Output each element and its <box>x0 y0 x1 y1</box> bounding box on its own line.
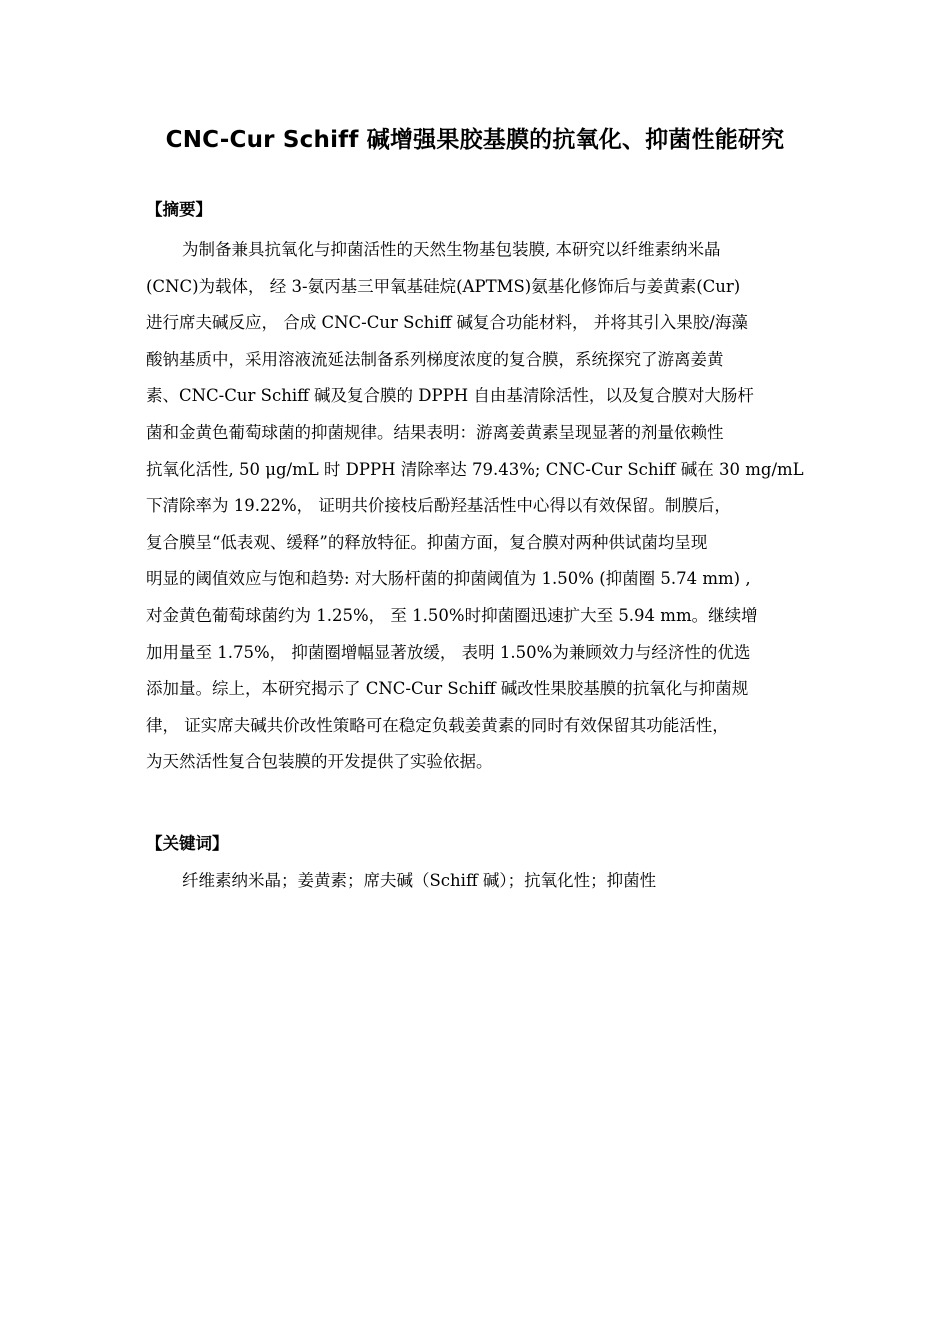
abstract-line: (CNC)为载体， 经 3-氨丙基三甲氧基硅烷(APTMS)氨基化修饰后与姜黄素(Cur) <box>146 276 741 296</box>
document-title: CNC-Cur Schiff 碱增强果胶基膜的抗氧化、抑菌性能研究 <box>165 127 785 153</box>
abstract-line: 进行席夫碱反应， 合成 CNC-Cur Schiff 碱复合功能材料， 并将其引入果胶/海藻 <box>146 313 748 333</box>
abstract-line: 加用量至 1.75%， 抑菌圈增幅显著放缓， 表明 1.50%为兼顾效力与经济性的优选 <box>146 642 751 662</box>
abstract-line: 复合膜呈“低表观、缓释”的释放特征。抑菌方面，复合膜对两种供试菌均呈现 <box>146 532 708 552</box>
abstract-line: 添加量。综上，本研究揭示了 CNC-Cur Schiff 碱改性果胶基膜的抗氧化与抑菌规 <box>146 679 749 699</box>
abstract-body <box>146 232 806 781</box>
keywords-text: 纤维素纳米晶；姜黄素；席夫碱（Schiff 碱）；抗氧化性；抑菌性 <box>182 871 657 890</box>
abstract-line: 为制备兼具抗氧化与抑菌活性的天然生物基包装膜, 本研究以纤维素纳米晶 <box>182 240 721 259</box>
abstract-line: 菌和金黄色葡萄球菌的抑菌规律。结果表明：游离姜黄素呈现显著的剂量依赖性 <box>146 422 724 442</box>
abstract-line: 酸钠基质中，采用溶液流延法制备系列梯度浓度的复合膜，系统探究了游离姜黄 <box>146 349 724 369</box>
abstract-line: 抗氧化活性, 50 μg/mL 时 DPPH 清除率达 79.43%; CNC-Cur Schiff 碱在 30 mg/mL <box>146 459 804 479</box>
abstract-line: 明显的阈值效应与饱和趋势: 对大肠杆菌的抑菌阈值为 1.50% (抑菌圈 5.74 mm) , <box>146 569 751 589</box>
abstract-heading: 【摘要】 <box>146 200 212 219</box>
abstract-line: 素、CNC-Cur Schiff 碱及复合膜的 DPPH 自由基清除活性，以及复合膜对大肠杆 <box>146 386 754 406</box>
abstract-line: 律， 证实席夫碱共价改性策略可在稳定负载姜黄素的同时有效保留其功能活性， <box>146 715 729 735</box>
keywords-heading: 【关键词】 <box>146 834 229 853</box>
abstract-line: 为天然活性复合包装膜的开发提供了实验依据。 <box>146 752 493 772</box>
abstract-line: 下清除率为 19.22%， 证明共价接枝后酚羟基活性中心得以有效保留。制膜后， <box>146 496 731 516</box>
abstract-line: 对金黄色葡萄球菌约为 1.25%， 至 1.50%时抑菌圈迅速扩大至 5.94 mm。继续增 <box>146 605 758 625</box>
